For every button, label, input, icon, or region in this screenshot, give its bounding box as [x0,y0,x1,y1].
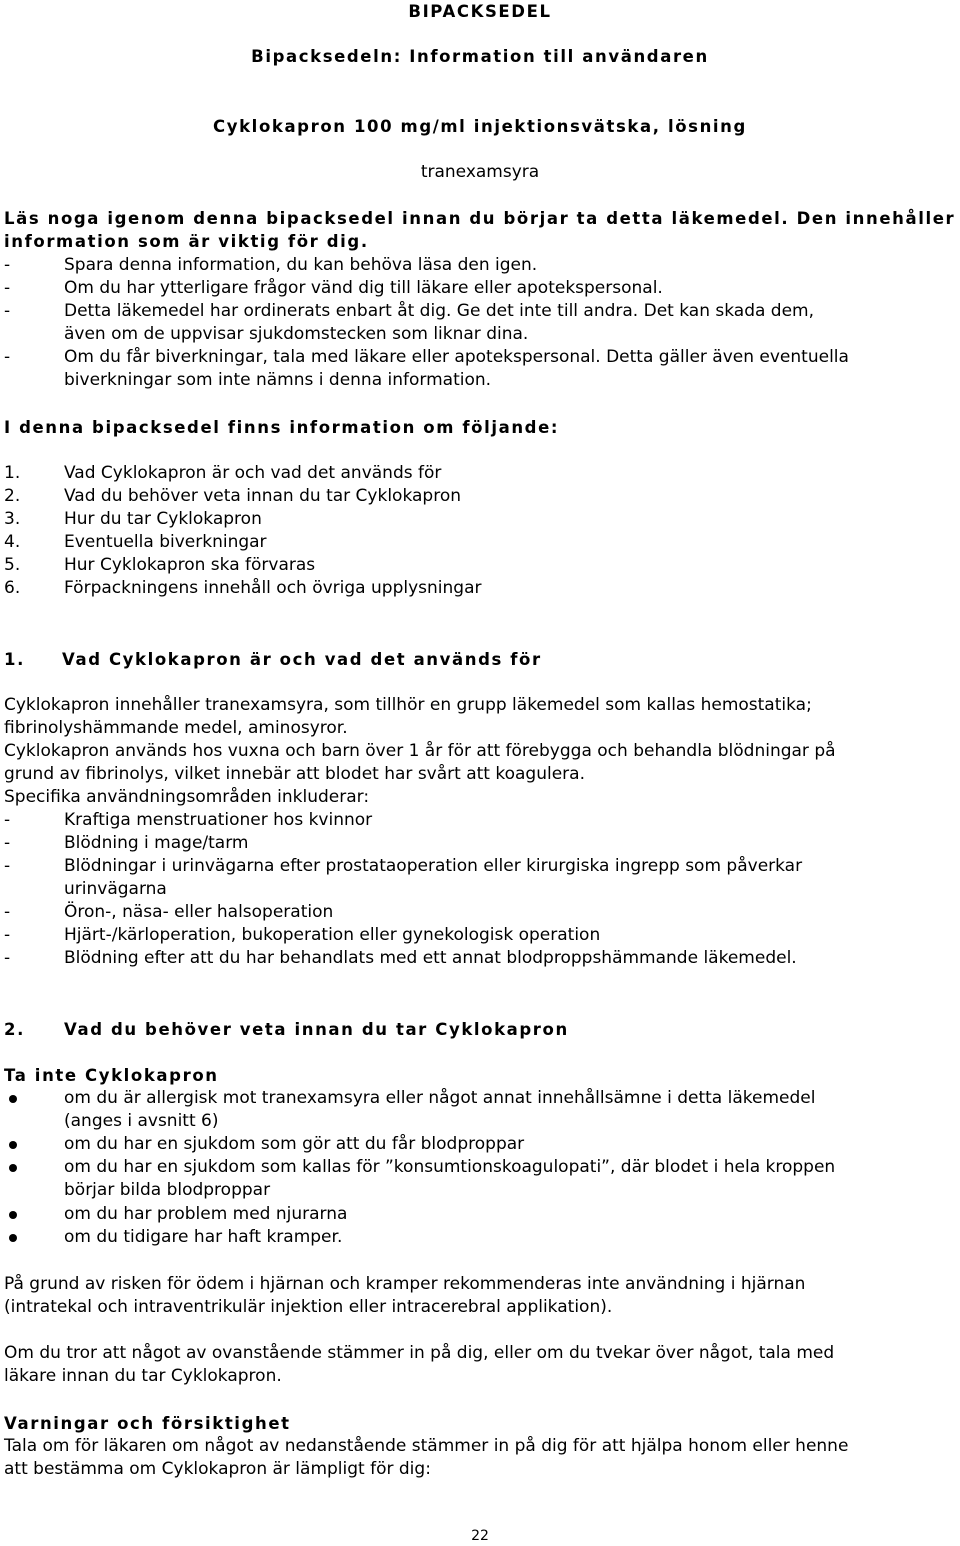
section-title: Vad Cyklokapron är och vad det används för [62,650,542,669]
section-number: 1. [4,650,25,669]
dash-marker: - [4,856,11,876]
intro-bullet-text: Spara denna information, du kan behöva läsa den igen. [64,255,538,275]
toc-number: 4. [4,532,21,552]
use-text: Blödning efter att du har behandlats med ett annat blodproppshämmande läkemedel. [64,948,797,968]
dash-marker: - [4,347,11,367]
product-name: Cyklokapron 100 mg/ml injektionsvätska, lösning [213,117,747,136]
page-number: 22 [471,1528,489,1544]
toc-text: Hur Cyklokapron ska förvaras [64,555,316,575]
use-text: Öron-, näsa- eller halsoperation [64,902,334,922]
bullet-dot [9,1141,17,1149]
toc-text: Vad du behöver veta innan du tar Cyklokapron [64,486,461,506]
paragraph-line: Om du tror att något av ovanstående stämmer in på dig, eller om du tvekar över något, tala med [4,1343,835,1363]
toc-number: 6. [4,578,21,598]
dash-marker: - [4,902,11,922]
intro-bullet-text: biverkningar som inte nämns i denna information. [64,370,492,390]
bullet-dot [9,1095,17,1103]
intro-line-1: Läs noga igenom denna bipacksedel innan du börjar ta detta läkemedel. Den innehåller [4,209,956,228]
bullet-dot [9,1164,17,1172]
sub-heading: Ta inte Cyklokapron [4,1066,219,1085]
intro-bullet-text: även om de uppvisar sjukdomstecken som liknar dina. [64,324,529,344]
intro-bullet-text: Om du har ytterligare frågor vänd dig till läkare eller apotekspersonal. [64,278,663,298]
bullet-dot [9,1211,17,1219]
toc-text: Vad Cyklokapron är och vad det används för [64,463,442,483]
paragraph-line: grund av fibrinolys, vilket innebär att blodet har svårt att koagulera. [4,764,585,784]
paragraph-line: Cyklokapron innehåller tranexamsyra, som tillhör en grupp läkemedel som kallas hemostatika; [4,695,812,715]
paragraph-line: fibrinolyshämmande medel, aminosyror. [4,718,348,738]
contraindication-text: om du har en sjukdom som gör att du får blodproppar [64,1134,525,1154]
use-text: urinvägarna [64,879,167,899]
toc-heading: I denna bipacksedel finns information om följande: [4,418,560,437]
active-substance: tranexamsyra [420,162,540,182]
paragraph-line: (intratekal och intraventrikulär injektion eller intracerebral applikation). [4,1297,613,1317]
intro-bullet-text: Om du får biverkningar, tala med läkare eller apotekspersonal. Detta gäller även eventuella [64,347,849,367]
warnings-heading: Varningar och försiktighet [4,1414,291,1433]
contraindication-text: om du tidigare har haft kramper. [64,1227,343,1247]
paragraph-line: Specifika användningsområden inkluderar: [4,787,370,807]
dash-marker: - [4,925,11,945]
leaflet-subtitle: Bipacksedeln: Information till användaren [251,47,709,66]
contraindication-text: börjar bilda blodproppar [64,1180,271,1200]
paragraph-line: läkare innan du tar Cyklokapron. [4,1366,282,1386]
toc-text: Hur du tar Cyklokapron [64,509,262,529]
toc-text: Eventuella biverkningar [64,532,267,552]
contraindication-text: om du har en sjukdom som kallas för ”konsumtionskoagulopati”, där blodet i hela kroppen [64,1157,836,1177]
section-title: Vad du behöver veta innan du tar Cyklokapron [64,1020,569,1039]
dash-marker: - [4,948,11,968]
dash-marker: - [4,810,11,830]
section-number: 2. [4,1020,25,1039]
dash-marker: - [4,833,11,853]
toc-number: 2. [4,486,21,506]
dash-marker: - [4,301,11,321]
contraindication-text: om du har problem med njurarna [64,1204,348,1224]
paragraph-line: På grund av risken för ödem i hjärnan och kramper rekommenderas inte användning i hjärnan [4,1274,806,1294]
toc-number: 3. [4,509,21,529]
dash-marker: - [4,255,11,275]
contraindication-text: om du är allergisk mot tranexamsyra eller något annat innehållsämne i detta läkemedel [64,1088,816,1108]
toc-text: Förpackningens innehåll och övriga upplysningar [64,578,482,598]
bullet-dot [9,1234,17,1242]
toc-number: 1. [4,463,21,483]
dash-marker: - [4,278,11,298]
use-text: Kraftiga menstruationer hos kvinnor [64,810,373,830]
intro-line-2: information som är viktig för dig. [4,232,369,251]
use-text: Blödningar i urinvägarna efter prostataoperation eller kirurgiska ingrepp som påverkar [64,856,803,876]
contraindication-text: (anges i avsnitt 6) [64,1111,219,1131]
intro-bullet-text: Detta läkemedel har ordinerats enbart åt dig. Ge det inte till andra. Det kan skada dem, [64,301,815,321]
use-text: Blödning i mage/tarm [64,833,249,853]
document-title: BIPACKSEDEL [408,2,552,21]
toc-number: 5. [4,555,21,575]
use-text: Hjärt-/kärloperation, bukoperation eller gynekologisk operation [64,925,601,945]
paragraph-line: att bestämma om Cyklokapron är lämpligt för dig: [4,1459,431,1479]
paragraph-line: Cyklokapron används hos vuxna och barn över 1 år för att förebygga och behandla blödningar på [4,741,836,761]
paragraph-line: Tala om för läkaren om något av nedanstående stämmer in på dig för att hjälpa honom eller henne [4,1436,849,1456]
